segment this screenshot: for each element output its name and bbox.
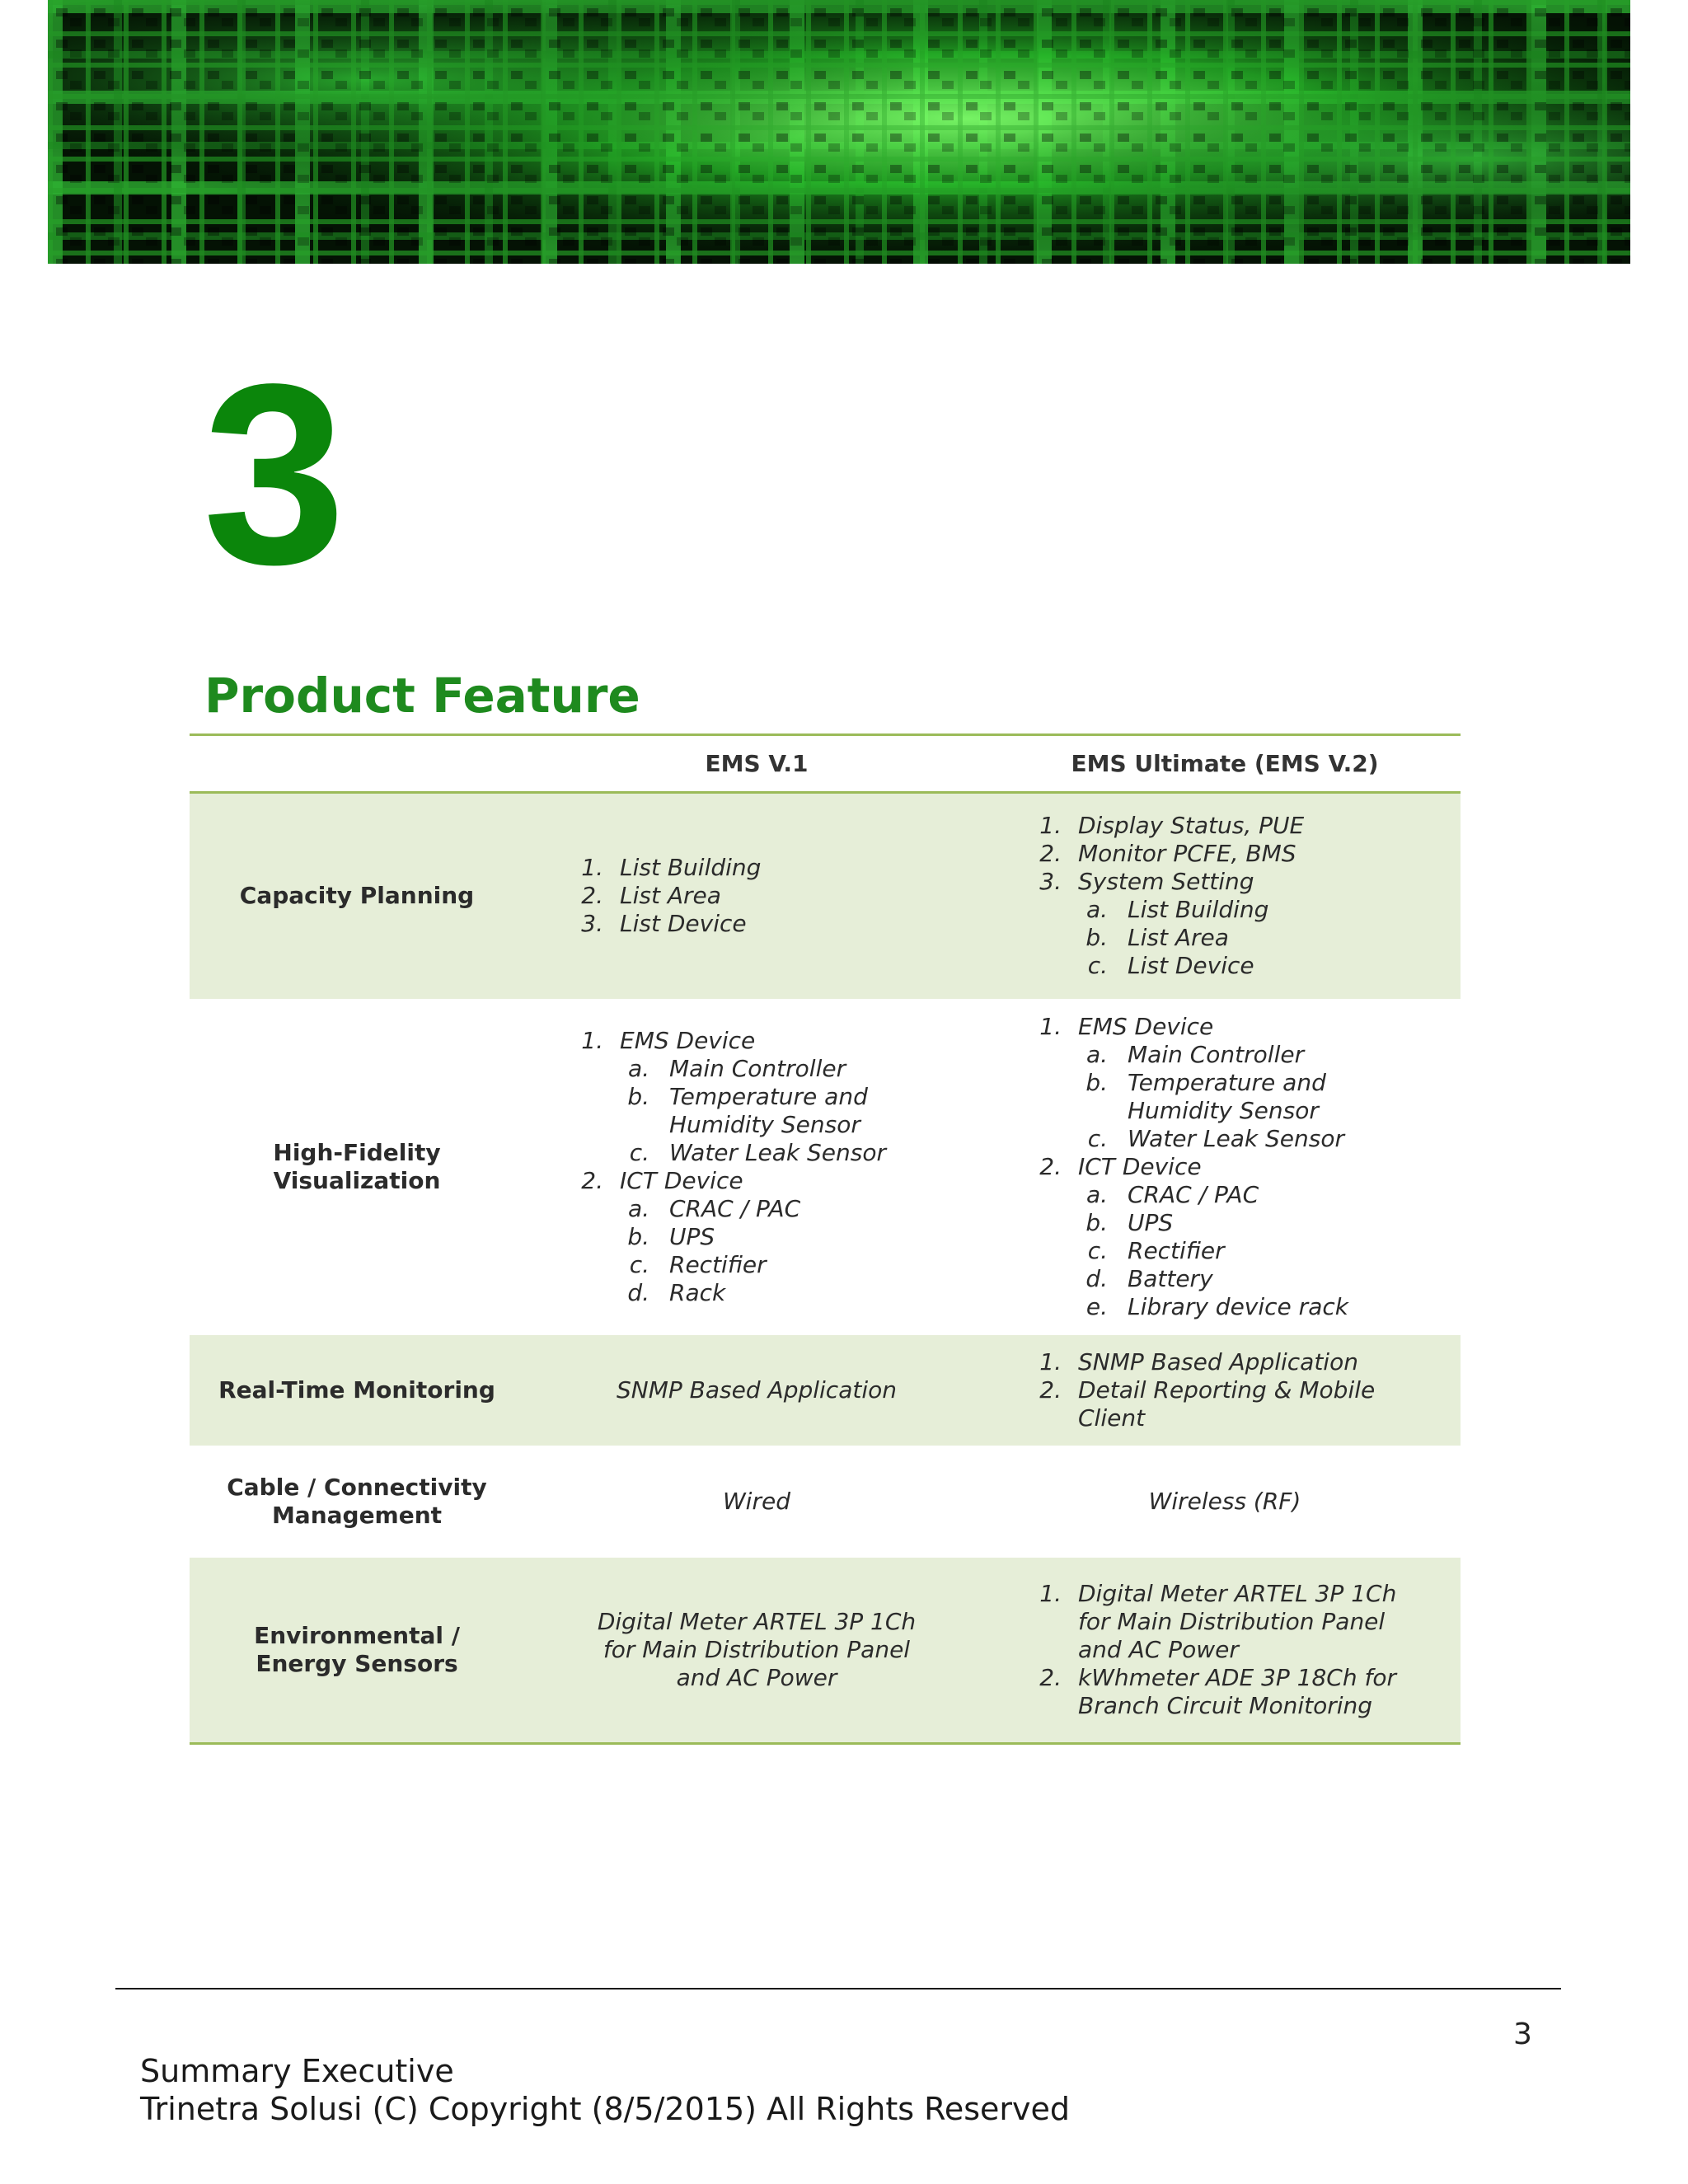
- sub-list-item: e. Library device rack: [1085, 1292, 1348, 1320]
- list-item: 2. ICT Device a. CRAC / PAC b. UPS c. Rectifier d. Battery e. Library device rack: [1032, 1153, 1449, 1321]
- header-banner-image: [48, 0, 1630, 264]
- sub-list-item: c. Rectifier: [1087, 1236, 1225, 1264]
- sub-list-item: b. UPS: [627, 1222, 715, 1250]
- sub-list: [1078, 1181, 1449, 1321]
- table-row: [190, 793, 1461, 999]
- row-label: Cable / Connectivity Management: [227, 1473, 487, 1529]
- sub-list-item: c. Water Leak Sensor: [1087, 1124, 1345, 1152]
- ems-v1-cell: Wired: [723, 1487, 790, 1515]
- ems-v1-cell: [524, 793, 989, 999]
- header-ems-v2: EMS Ultimate (EMS V.2): [1071, 749, 1379, 777]
- page-number: 3: [1513, 2018, 1532, 2051]
- list-item: 1. Display Status, PUE: [1039, 812, 1305, 840]
- footer-line-title: Summary Executive: [140, 2053, 454, 2089]
- list-item: 1. Digital Meter ARTEL 3P 1Ch for Main Distribution Panel and AC Power: [1039, 1579, 1397, 1663]
- sub-list-item: a. CRAC / PAC: [627, 1194, 801, 1222]
- sub-list-item: c. List Device: [1087, 952, 1254, 980]
- footer-line-copyright: Trinetra Solusi (C) Copyright (8/5/2015) All Rights Reserved: [140, 2091, 1071, 2127]
- ems-v1-cell: [524, 999, 989, 1335]
- ems-v2-list: [1032, 1348, 1449, 1432]
- sub-list: [620, 1055, 978, 1167]
- product-feature-table: [190, 733, 1461, 1745]
- sub-list: [1078, 1041, 1449, 1153]
- list-item: 3. System Setting a. List Building b. List Area c. List Device: [1032, 868, 1449, 980]
- list-item: 2. kWhmeter ADE 3P 18Ch for Branch Circuit Monitoring: [1039, 1663, 1396, 1719]
- list-item: 2. Detail Reporting & Mobile Client: [1039, 1376, 1376, 1432]
- ems-v1-list: [574, 854, 978, 938]
- ems-v2-cell: Wireless (RF): [1148, 1487, 1301, 1515]
- sub-list-item: d. Battery: [1085, 1264, 1213, 1292]
- table-row: [190, 1446, 1461, 1558]
- sub-list-item: b. UPS: [1085, 1208, 1174, 1236]
- row-label: Environmental / Energy Sensors: [254, 1621, 460, 1677]
- row-label: High-Fidelity Visualization: [273, 1138, 441, 1194]
- table-row: [190, 1558, 1461, 1744]
- list-item: 1. EMS Device a. Main Controller b. Temperature and Humidity Sensor c. Water Leak Sensor: [574, 1027, 978, 1167]
- table-row: [190, 999, 1461, 1335]
- ems-v2-cell: [989, 1558, 1461, 1744]
- list-item: 1. List Building: [581, 854, 762, 882]
- row-label: Capacity Planning: [239, 882, 475, 910]
- table-row: [190, 1335, 1461, 1446]
- sub-list-item: d. Rack: [627, 1278, 726, 1306]
- ems-v2-list: [1032, 1580, 1449, 1720]
- footer-divider: [115, 1988, 1561, 1990]
- header-ems-v1: EMS V.1: [705, 749, 809, 777]
- list-item: 1. SNMP Based Application: [1039, 1347, 1358, 1376]
- ems-v1-list: [574, 1027, 978, 1307]
- sub-list-item: a. List Building: [1085, 896, 1269, 924]
- sub-list-item: b. Temperature and Humidity Sensor: [1085, 1068, 1326, 1124]
- ems-v2-list: [1032, 812, 1449, 980]
- sub-list-item: b. List Area: [1085, 924, 1229, 952]
- header-feature: [190, 735, 524, 793]
- sub-list: [620, 1195, 978, 1307]
- footer-text: [140, 2052, 1070, 2128]
- table-header-row: [190, 735, 1461, 793]
- list-item: 3. List Device: [581, 910, 747, 938]
- ems-v2-cell: [989, 999, 1461, 1335]
- green-grid-pattern: [48, 0, 1630, 264]
- list-item: 1. EMS Device a. Main Controller b. Temperature and Humidity Sensor c. Water Leak Sensor: [1032, 1013, 1449, 1153]
- ems-v1-cell: SNMP Based Application: [617, 1376, 897, 1404]
- ems-v2-list: [1032, 1013, 1449, 1321]
- ems-v1-cell: Digital Meter ARTEL 3P 1Ch for Main Distribution Panel and AC Power: [597, 1607, 917, 1691]
- list-item: 2. Monitor PCFE, BMS: [1039, 840, 1296, 868]
- sub-list-item: a. CRAC / PAC: [1085, 1180, 1259, 1208]
- list-item: 2. ICT Device a. CRAC / PAC b. UPS c. Rectifier d. Rack: [574, 1167, 978, 1307]
- ems-v2-cell: [989, 1335, 1461, 1446]
- sub-list-item: a. Main Controller: [627, 1054, 846, 1082]
- sub-list-item: b. Temperature and Humidity Sensor: [627, 1082, 868, 1138]
- sub-list: [1078, 896, 1449, 980]
- sub-list-item: a. Main Controller: [1085, 1040, 1305, 1068]
- row-label: Real-Time Monitoring: [218, 1376, 495, 1404]
- sub-list-item: c. Rectifier: [629, 1250, 767, 1278]
- sub-list-item: c. Water Leak Sensor: [629, 1138, 887, 1166]
- section-title: Product Feature: [204, 668, 640, 724]
- chapter-number: 3: [203, 331, 343, 618]
- list-item: 2. List Area: [581, 882, 721, 910]
- ems-v2-cell: [989, 793, 1461, 999]
